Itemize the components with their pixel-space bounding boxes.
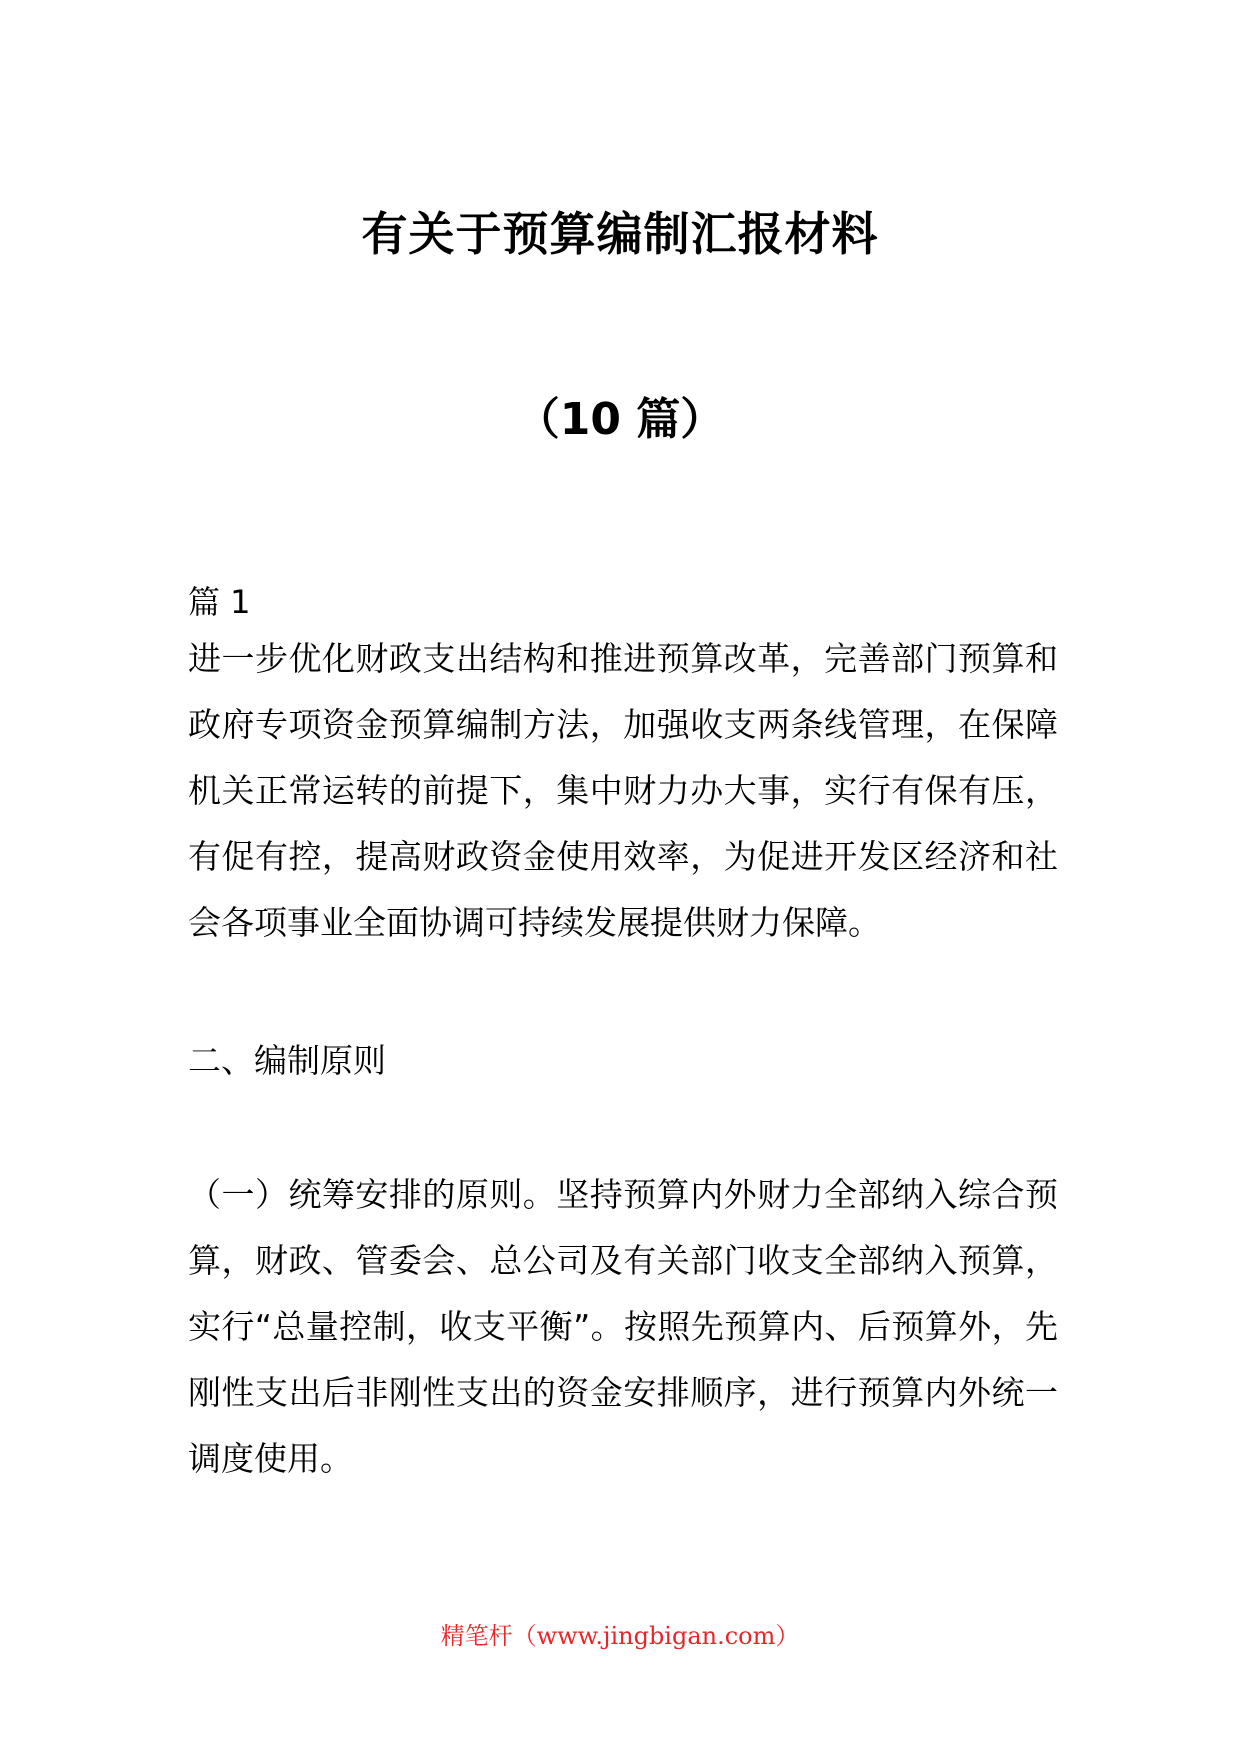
spacer [188,956,1058,1028]
paragraph-intro: 进一步优化财政支出结构和推进预算改革，完善部门预算和政府专项资金预算编制方法，加强收支两条线管理，在保障机关正常运转的前提下，集中财力办大事，实行有保有压，有促有控，提高财政资金使用效率，为促进开发区经济和社会各项事业全面协调可持续发展提供财力保障。 [188,639,1058,942]
document-subtitle: （10 篇） [515,394,725,445]
footer-watermark: 精笔杆（www.jingbigan.com） [440,1622,800,1650]
spacer [188,1094,1058,1162]
document-title: 有关于预算编制汇报材料 [361,207,879,261]
chapter-label: 篇 1 [188,583,251,621]
document-body [188,578,1058,1492]
section-heading: 二、编制原则 [188,1041,386,1080]
paragraph-principle-1: （一）统筹安排的原则。坚持预算内外财力全部纳入综合预算，财政、管委会、总公司及有关部门收支全部纳入预算，实行“总量控制，收支平衡”。按照先预算内、后预算外，先刚性支出后非刚性支出的资金安排顺序，进行预算内外统一调度使用。 [188,1175,1058,1478]
